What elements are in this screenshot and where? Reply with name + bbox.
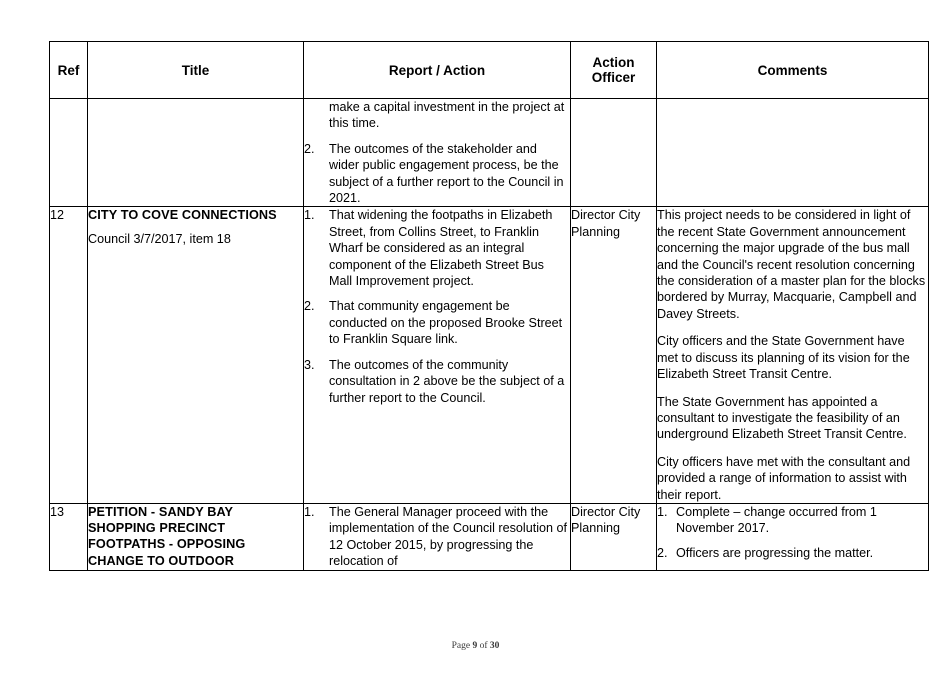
title-heading: PETITION - SANDY BAY SHOPPING PRECINCT FOOTPATHS - OPPOSING CHANGE TO OUTDOOR bbox=[88, 504, 246, 568]
cell-ref bbox=[50, 99, 88, 207]
list-item-text: The outcomes of the community consultation in 2 above be the subject of a further report to the Council. bbox=[329, 357, 565, 405]
footer-current-page: 9 bbox=[472, 641, 478, 651]
list-item-text: That widening the footpaths in Elizabeth Street, from Collins Street, to Franklin Wharf be considered as an integral component of the Elizabeth Street Bus Mall Improvement project. bbox=[329, 208, 553, 289]
continued-fragment: make a capital investment in the project at this time. bbox=[329, 100, 565, 131]
list-item-number: 2. bbox=[304, 141, 315, 156]
list-item bbox=[304, 141, 570, 207]
list-item bbox=[304, 298, 570, 347]
comment-paragraph: City officers have met with the consultant and provided a range of information to assist with their report. bbox=[657, 454, 911, 502]
cell-ref: 12 bbox=[50, 207, 88, 504]
list-item-number: 1. bbox=[304, 208, 315, 223]
report-list bbox=[304, 141, 570, 207]
cell-ref: 13 bbox=[50, 503, 88, 570]
cell-report-action bbox=[304, 503, 571, 570]
report-list bbox=[304, 207, 570, 405]
column-header-report-action: Report / Action bbox=[304, 42, 571, 99]
column-header-comments: Comments bbox=[657, 42, 929, 99]
cell-action-officer: Director City Planning bbox=[571, 503, 657, 570]
title-reference: Council 3/7/2017, item 18 bbox=[88, 231, 231, 246]
list-item bbox=[304, 357, 570, 406]
cell-title bbox=[88, 503, 304, 570]
cell-action-officer bbox=[571, 99, 657, 207]
cell-title bbox=[88, 207, 304, 504]
table-row bbox=[50, 503, 929, 570]
action-officer-line1: Action bbox=[592, 55, 635, 70]
list-item bbox=[304, 504, 570, 570]
column-header-title: Title bbox=[88, 42, 304, 99]
column-header-action-officer bbox=[571, 42, 657, 99]
list-item bbox=[657, 504, 928, 537]
cell-comments bbox=[657, 207, 929, 504]
report-list bbox=[304, 504, 570, 570]
list-item bbox=[304, 207, 570, 289]
comment-paragraph: The State Government has appointed a consultant to investigate the feasibility of an underground Elizabeth Street Transit Centre. bbox=[657, 394, 907, 442]
action-officer-line2: Officer bbox=[591, 70, 636, 85]
list-item-text: The outcomes of the stakeholder and wider public engagement process, be the subject of a further report to the Council in 2021. bbox=[329, 141, 564, 206]
list-item-number: 1. bbox=[304, 504, 315, 519]
page-footer bbox=[0, 641, 951, 651]
cell-action-officer: Director City Planning bbox=[571, 207, 657, 504]
list-item-number: 3. bbox=[304, 357, 315, 372]
comment-paragraph: City officers and the State Government have met to discuss its planning of its vision for the Elizabeth Street Transit Centre. bbox=[657, 334, 910, 382]
comments-list bbox=[657, 504, 928, 561]
comment-paragraph: This project needs to be considered in light of the recent State Government announcement concerning the major upgrade of the bus mall and the Council's recent resolution concerning the consideration of a master plan for the blocks bordered by Murray, Macquarie, Campbell and Davey Streets. bbox=[657, 208, 926, 321]
list-item-text: Officers are progressing the matter. bbox=[676, 545, 874, 560]
cell-report-action bbox=[304, 207, 571, 504]
cell-comments bbox=[657, 99, 929, 207]
list-item-text: The General Manager proceed with the implementation of the Council resolution of 12 October 2015, by progressing the relocation of bbox=[329, 504, 568, 569]
table-row bbox=[50, 207, 929, 504]
footer-middle: of bbox=[477, 641, 490, 651]
list-item-number: 2. bbox=[657, 545, 668, 560]
list-item bbox=[657, 545, 928, 561]
list-item-text: Complete – change occurred from 1 November 2017. bbox=[676, 504, 877, 536]
table-header-row bbox=[50, 42, 929, 99]
title-heading: CITY TO COVE CONNECTIONS bbox=[88, 208, 277, 223]
cell-comments bbox=[657, 503, 929, 570]
column-header-ref: Ref bbox=[50, 42, 88, 99]
council-resolutions-table bbox=[49, 41, 929, 571]
footer-prefix: Page bbox=[451, 641, 473, 651]
footer-total-pages: 30 bbox=[489, 641, 500, 651]
list-item-text: That community engagement be conducted on the proposed Brooke Street to Franklin Square link. bbox=[329, 299, 563, 347]
table-row bbox=[50, 99, 929, 207]
cell-title bbox=[88, 99, 304, 207]
list-item-number: 2. bbox=[304, 299, 315, 314]
cell-report-action bbox=[304, 99, 571, 207]
list-item-number: 1. bbox=[657, 504, 668, 519]
